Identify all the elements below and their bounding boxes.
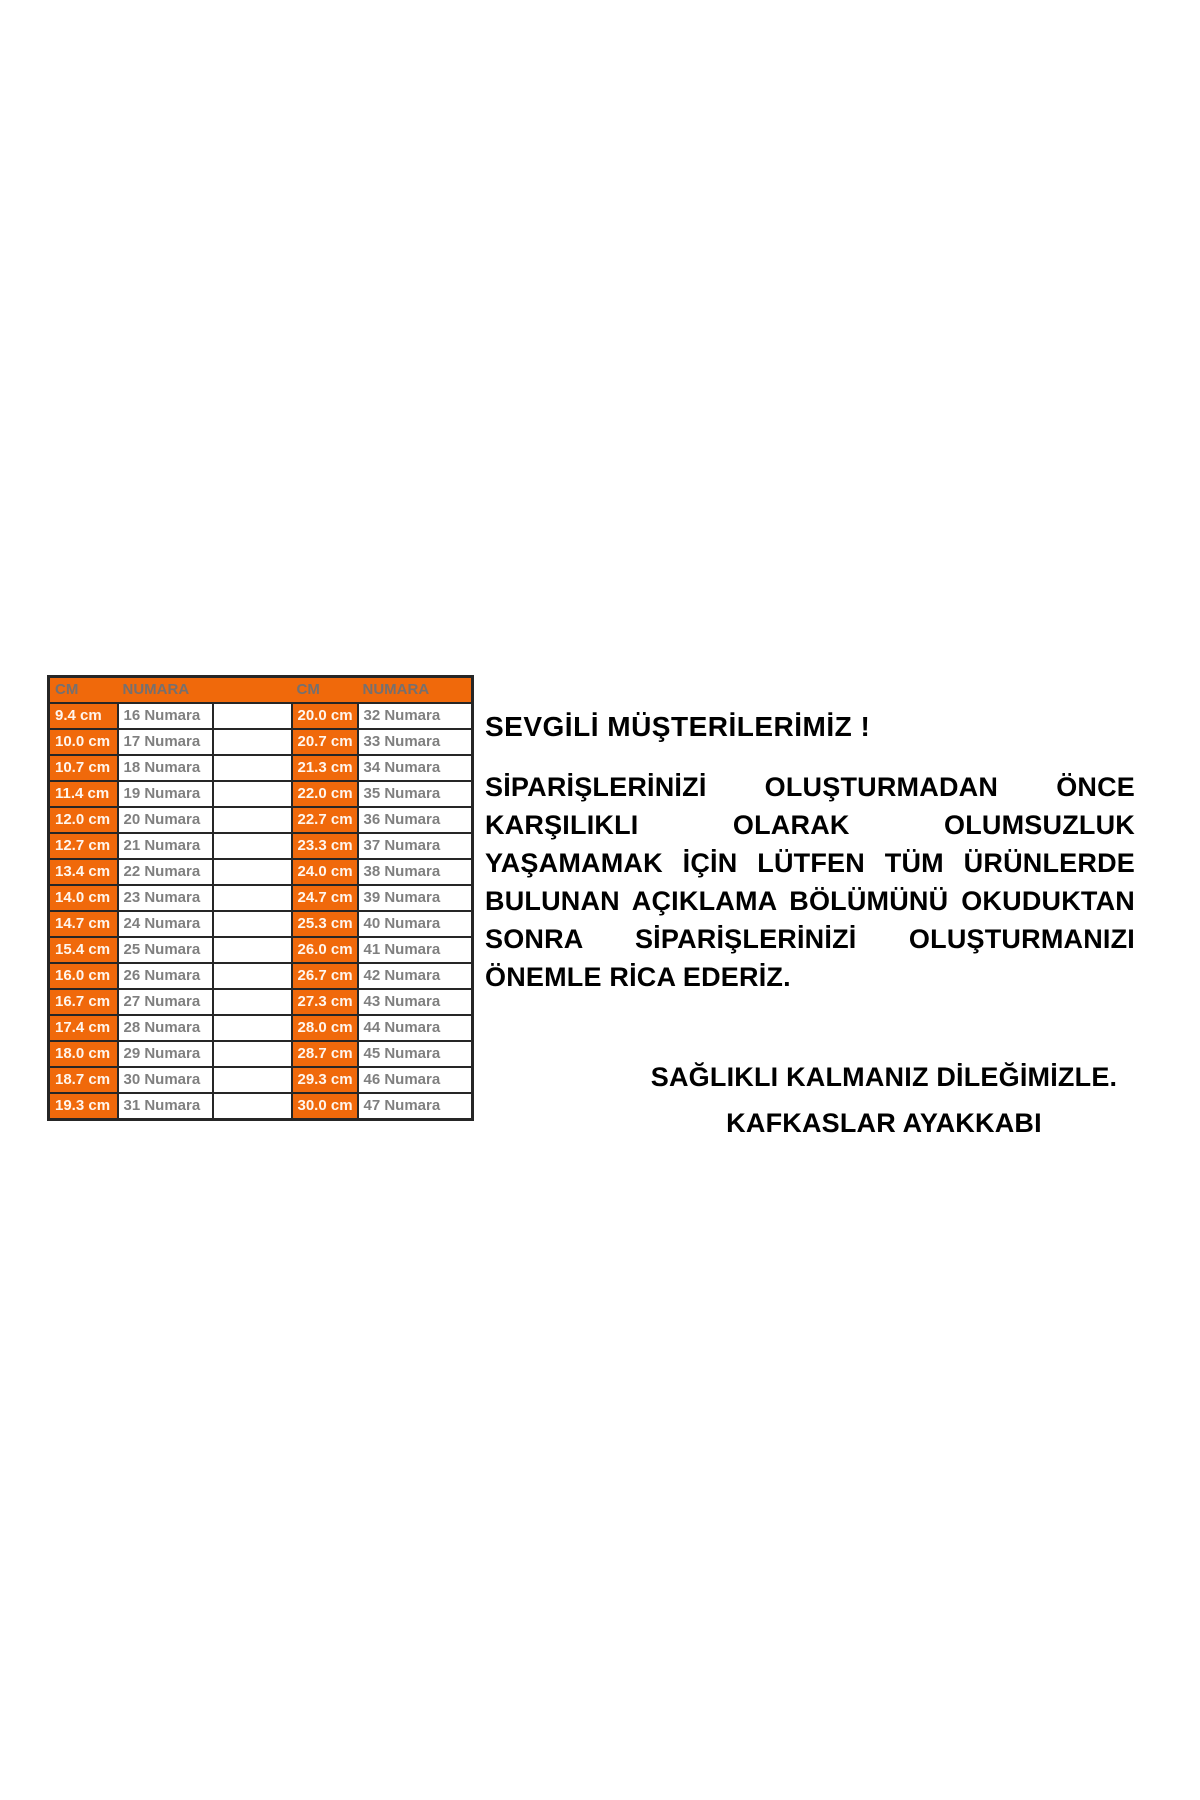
spacer-cell [213,1067,292,1093]
size-table-row [49,1067,473,1093]
numara-cell-left: 26 Numara [118,963,213,989]
numara-cell-left: 31 Numara [118,1093,213,1120]
cm-cell-right: 24.0 cm [292,859,358,885]
size-table-row [49,989,473,1015]
numara-cell-right: 34 Numara [358,755,473,781]
numara-cell-left: 17 Numara [118,729,213,755]
size-table-row [49,781,473,807]
notice-body [485,768,1135,996]
size-table-row [49,859,473,885]
numara-cell-left: 18 Numara [118,755,213,781]
numara-cell-right: 37 Numara [358,833,473,859]
cm-cell-right: 30.0 cm [292,1093,358,1120]
col-header-cm-right: CM [292,677,358,704]
numara-cell-right: 44 Numara [358,1015,473,1041]
spacer-cell [213,703,292,729]
cm-cell-left: 10.7 cm [49,755,118,781]
cm-cell-right: 21.3 cm [292,755,358,781]
notice-panel [485,712,1135,1138]
notice-body-line: BULUNAN AÇIKLAMA BÖLÜMÜNÜ OKUDUKTAN [485,886,1135,916]
spacer-cell [213,1015,292,1041]
notice-closing: SAĞLIKLI KALMANIZ DİLEĞİMİZLE. [650,1062,1118,1092]
size-table-row [49,729,473,755]
numara-cell-left: 20 Numara [118,807,213,833]
spacer-cell [213,911,292,937]
cm-cell-right: 24.7 cm [292,885,358,911]
col-header-numara-left: NUMARA [118,677,213,704]
numara-cell-right: 35 Numara [358,781,473,807]
size-chart-table [47,675,474,1121]
spacer-cell [213,963,292,989]
cm-cell-right: 20.7 cm [292,729,358,755]
notice-body-line: SİPARİŞLERİNİZİ OLUŞTURMADAN ÖNCE [485,772,1135,802]
col-header-spacer [213,677,292,704]
numara-cell-left: 29 Numara [118,1041,213,1067]
cm-cell-right: 29.3 cm [292,1067,358,1093]
size-table-row [49,963,473,989]
numara-cell-left: 21 Numara [118,833,213,859]
cm-cell-right: 28.7 cm [292,1041,358,1067]
spacer-cell [213,859,292,885]
size-table-row [49,1093,473,1120]
notice-signature: KAFKASLAR AYAKKABI [726,1108,1042,1138]
size-table-row [49,1015,473,1041]
spacer-cell [213,729,292,755]
numara-cell-right: 45 Numara [358,1041,473,1067]
spacer-cell [213,1093,292,1120]
notice-body-line: YAŞAMAMAK İÇİN LÜTFEN TÜM ÜRÜNLERDE [485,848,1135,878]
notice-body-line: ÖNEMLE RİCA EDERİZ. [485,962,791,992]
numara-cell-right: 39 Numara [358,885,473,911]
numara-cell-left: 28 Numara [118,1015,213,1041]
table-header-row [49,677,473,704]
numara-cell-left: 27 Numara [118,989,213,1015]
numara-cell-right: 33 Numara [358,729,473,755]
cm-cell-right: 26.7 cm [292,963,358,989]
cm-cell-left: 18.7 cm [49,1067,118,1093]
numara-cell-left: 25 Numara [118,937,213,963]
cm-cell-left: 10.0 cm [49,729,118,755]
notice-body-line: KARŞILIKLI OLARAK OLUMSUZLUK [485,810,1135,840]
numara-cell-left: 22 Numara [118,859,213,885]
cm-cell-left: 12.0 cm [49,807,118,833]
numara-cell-left: 16 Numara [118,703,213,729]
size-table-row [49,911,473,937]
numara-cell-left: 19 Numara [118,781,213,807]
cm-cell-right: 25.3 cm [292,911,358,937]
cm-cell-left: 18.0 cm [49,1041,118,1067]
cm-cell-left: 11.4 cm [49,781,118,807]
numara-cell-right: 46 Numara [358,1067,473,1093]
cm-cell-right: 28.0 cm [292,1015,358,1041]
notice-closing-block [485,1062,1135,1138]
cm-cell-left: 14.7 cm [49,911,118,937]
cm-cell-right: 22.0 cm [292,781,358,807]
col-header-cm-left: CM [49,677,118,704]
numara-cell-left: 30 Numara [118,1067,213,1093]
numara-cell-left: 24 Numara [118,911,213,937]
cm-cell-right: 26.0 cm [292,937,358,963]
cm-cell-right: 23.3 cm [292,833,358,859]
size-table-row [49,833,473,859]
cm-cell-left: 15.4 cm [49,937,118,963]
numara-cell-right: 47 Numara [358,1093,473,1120]
numara-cell-left: 23 Numara [118,885,213,911]
cm-cell-left: 19.3 cm [49,1093,118,1120]
spacer-cell [213,885,292,911]
numara-cell-right: 38 Numara [358,859,473,885]
numara-cell-right: 43 Numara [358,989,473,1015]
cm-cell-left: 12.7 cm [49,833,118,859]
size-table-row [49,885,473,911]
cm-cell-left: 17.4 cm [49,1015,118,1041]
cm-cell-left: 14.0 cm [49,885,118,911]
cm-cell-right: 20.0 cm [292,703,358,729]
size-table-row [49,1041,473,1067]
cm-cell-right: 22.7 cm [292,807,358,833]
numara-cell-right: 41 Numara [358,937,473,963]
spacer-cell [213,807,292,833]
cm-cell-left: 9.4 cm [49,703,118,729]
size-table-row [49,807,473,833]
cm-cell-left: 16.7 cm [49,989,118,1015]
notice-title: SEVGİLİ MÜŞTERİLERİMİZ ! [485,711,871,742]
spacer-cell [213,1041,292,1067]
spacer-cell [213,755,292,781]
spacer-cell [213,937,292,963]
size-table-row [49,937,473,963]
spacer-cell [213,781,292,807]
numara-cell-right: 32 Numara [358,703,473,729]
spacer-cell [213,989,292,1015]
numara-cell-right: 42 Numara [358,963,473,989]
cm-cell-right: 27.3 cm [292,989,358,1015]
spacer-cell [213,833,292,859]
col-header-numara-right: NUMARA [358,677,473,704]
numara-cell-right: 36 Numara [358,807,473,833]
notice-body-line: SONRA SİPARİŞLERİNİZİ OLUŞTURMANIZI [485,924,1135,954]
cm-cell-left: 13.4 cm [49,859,118,885]
size-table-row [49,755,473,781]
cm-cell-left: 16.0 cm [49,963,118,989]
numara-cell-right: 40 Numara [358,911,473,937]
size-table-row [49,703,473,729]
